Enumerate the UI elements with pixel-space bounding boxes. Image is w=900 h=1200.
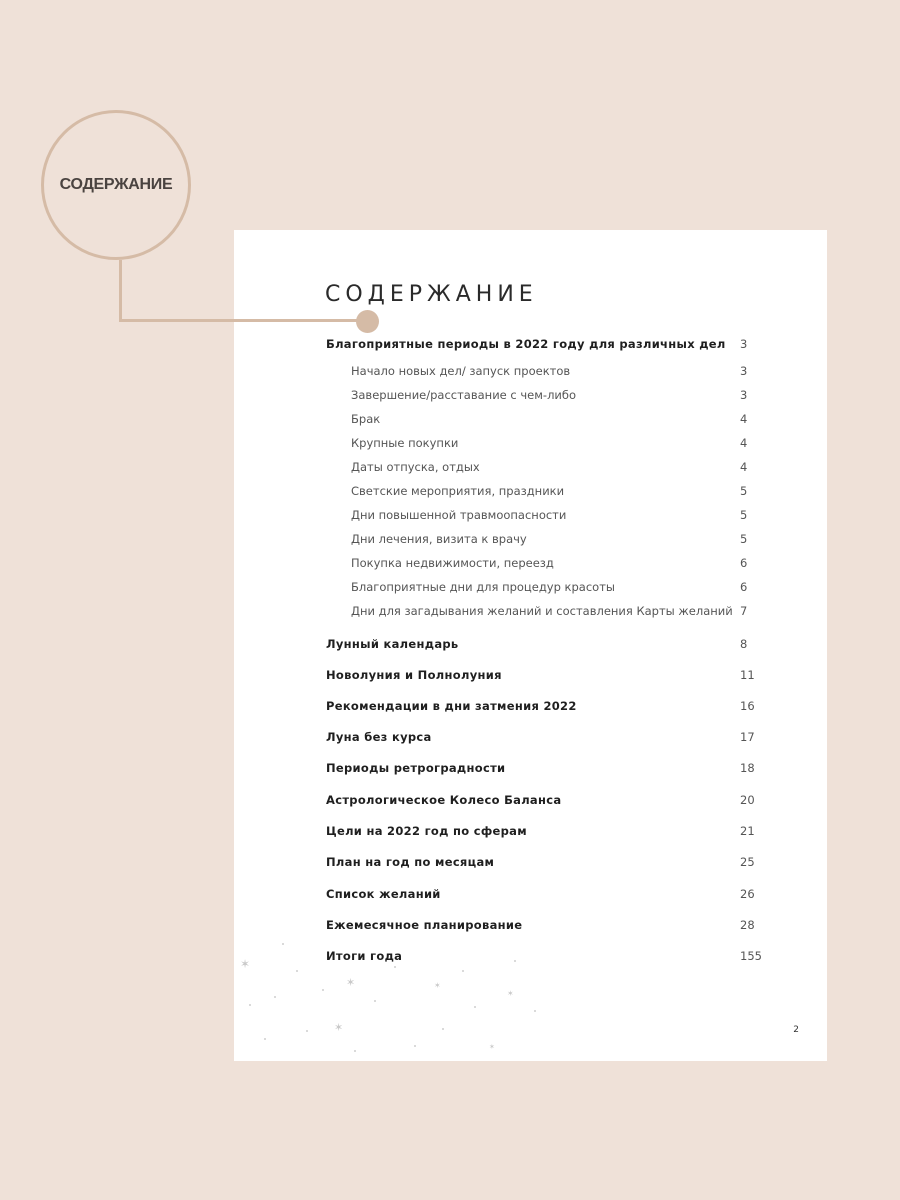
toc-entry-label: Крупные покупки (351, 436, 459, 450)
toc-entry-page: 20 (740, 793, 755, 807)
page-number: 2 (793, 1025, 799, 1035)
toc-entry-label: Дни для загадывания желаний и составления Карты желаний (351, 604, 733, 618)
toc-subentry (326, 553, 770, 573)
toc-entry-page: 25 (740, 855, 755, 869)
connector-line-vertical (119, 260, 122, 322)
toc-entry (326, 821, 770, 841)
toc-subentry (326, 505, 770, 525)
toc-entry-label: Ежемесячное планирование (326, 918, 523, 932)
toc-entry-label: Цели на 2022 год по сферам (326, 824, 527, 838)
toc-entry-label: Завершение/расставание с чем-либо (351, 388, 577, 402)
toc-entry-page: 155 (740, 949, 762, 963)
toc-entry-page: 21 (740, 824, 755, 838)
toc-entry (326, 852, 770, 872)
toc-entry (326, 634, 770, 654)
section-badge (41, 110, 191, 260)
toc-subentry (326, 457, 770, 477)
toc-subentry (326, 361, 770, 381)
toc-subentry (326, 601, 770, 621)
toc-entry-page: 3 (740, 364, 748, 378)
toc-entry-label: Рекомендации в дни затмения 2022 (326, 699, 577, 713)
toc-entry-label: Периоды ретроградности (326, 761, 506, 775)
toc-entry-label: Покупка недвижимости, переезд (351, 556, 554, 570)
toc-entry-page: 5 (740, 532, 748, 546)
toc-entry-page: 18 (740, 761, 755, 775)
toc-entry (326, 790, 770, 810)
toc-entry-page: 4 (740, 436, 748, 450)
toc-entry-page: 3 (740, 388, 748, 402)
toc-entry-label: Луна без курса (326, 730, 432, 744)
toc-entry (326, 334, 770, 354)
toc-entry-label: Брак (351, 412, 381, 426)
toc-entry-label: Астрологическое Колесо Баланса (326, 793, 562, 807)
toc-entry-label: Дни лечения, визита к врачу (351, 532, 527, 546)
toc-entry-label: План на год по месяцам (326, 855, 495, 869)
page-title: СОДЕРЖАНИЕ (325, 282, 538, 307)
toc-entry-page: 16 (740, 699, 755, 713)
toc-entry (326, 758, 770, 778)
toc-entry (326, 696, 770, 716)
toc-subentry (326, 481, 770, 501)
toc-entry-page: 28 (740, 918, 755, 932)
toc-entry-page: 3 (740, 337, 748, 351)
toc-entry-label: Начало новых дел/ запуск проектов (351, 364, 571, 378)
connector-line-horizontal (119, 319, 364, 322)
toc-entry-label: Благоприятные периоды в 2022 году для различных дел (326, 337, 726, 351)
toc-entry-label: Новолуния и Полнолуния (326, 668, 502, 682)
toc-subentry (326, 529, 770, 549)
connector-dot (356, 310, 379, 333)
toc-subentry (326, 433, 770, 453)
toc-entry-page: 5 (740, 508, 748, 522)
toc-entry-page: 11 (740, 668, 755, 682)
toc-entry-page: 6 (740, 580, 748, 594)
toc-entry-page: 4 (740, 460, 748, 474)
toc-entry-page: 17 (740, 730, 755, 744)
toc-entry-page: 4 (740, 412, 748, 426)
toc-entry-page: 6 (740, 556, 748, 570)
toc-subentry (326, 385, 770, 405)
toc-entry-page: 26 (740, 887, 755, 901)
toc-subentry (326, 409, 770, 429)
toc-entry-label: Дни повышенной травмоопасности (351, 508, 567, 522)
toc-entry-label: Итоги года (326, 949, 403, 963)
toc-entry-label: Лунный календарь (326, 637, 459, 651)
toc-entry-label: Даты отпуска, отдых (351, 460, 480, 474)
toc-entry-label: Благоприятные дни для процедур красоты (351, 580, 615, 594)
toc-entry (326, 727, 770, 747)
toc-entry (326, 665, 770, 685)
toc-entry-label: Светские мероприятия, праздники (351, 484, 565, 498)
toc-entry (326, 884, 770, 904)
toc-entry-label: Список желаний (326, 887, 441, 901)
decorative-stars: ✶ ✶ ✶ ✶ ✶ ✶ (234, 930, 554, 1060)
toc-entry-page: 7 (740, 604, 748, 618)
document-page (234, 230, 827, 1061)
toc-entry-page: 5 (740, 484, 748, 498)
badge-title: СОДЕРЖАНИЕ (59, 176, 173, 193)
toc-entry-page: 8 (740, 637, 748, 651)
toc-subentry (326, 577, 770, 597)
